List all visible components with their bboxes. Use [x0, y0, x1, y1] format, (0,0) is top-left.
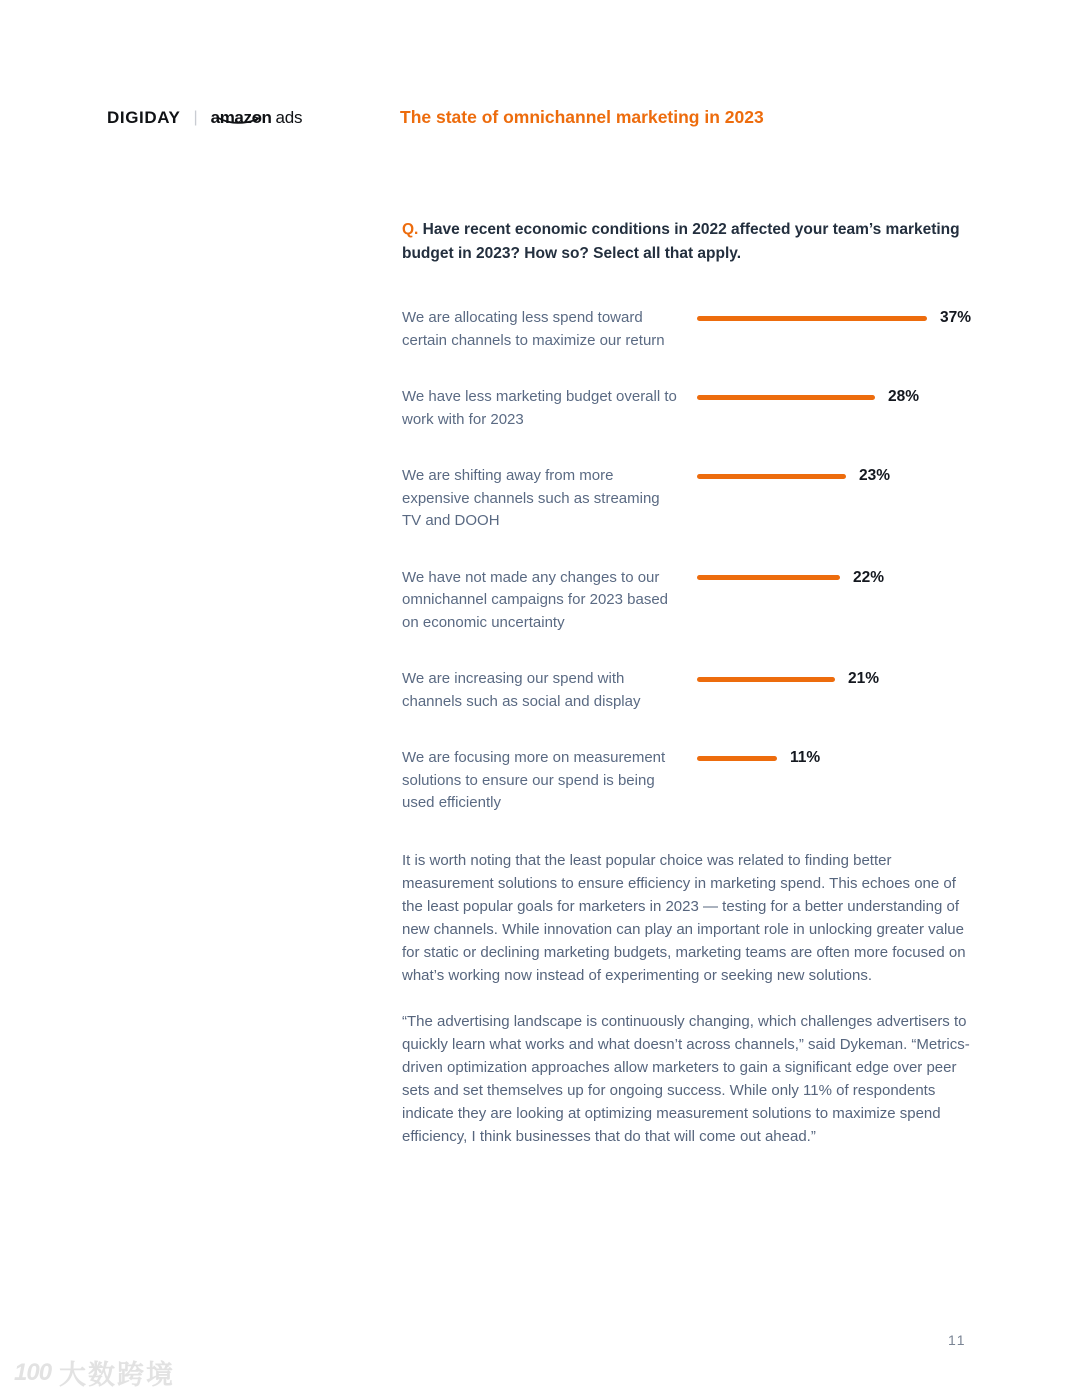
bar-area: [697, 668, 879, 690]
bar: [697, 474, 846, 479]
watermark: [14, 1353, 175, 1392]
bar-value-label: 23%: [859, 467, 891, 484]
watermark-text: 大数跨境: [59, 1360, 176, 1390]
digiday-logo: DIGIDAY: [107, 108, 181, 127]
chart-row: [402, 668, 972, 713]
page-title: The state of omnichannel marketing in 2023: [400, 107, 764, 127]
amazon-wordmark: amazon: [210, 108, 272, 127]
bar: [697, 395, 875, 400]
survey-question: [402, 218, 972, 266]
chart-category-label: We have not made any changes to our omnichannel campaigns for 2023 based on economic uncertainty: [402, 568, 669, 631]
page-number: 11: [948, 1332, 967, 1348]
amazon-ads-logo: [211, 108, 303, 128]
question-text: Have recent economic conditions in 2022 affected your team’s marketing budget in 2023? How so? Select all that apply.: [402, 221, 960, 262]
bar-area: [697, 747, 820, 769]
chart-category-label: We are allocating less spend toward certain channels to maximize our return: [402, 309, 665, 349]
bar-area: [697, 567, 884, 589]
bar-value-label: 21%: [848, 670, 880, 687]
question-prefix: Q.: [402, 221, 419, 238]
amazon-ads-suffix: ads: [275, 108, 303, 127]
body-paragraph: “The advertising landscape is continuously changing, which challenges advertisers to quickly learn what works and what doesn’t across channels,” said Dykeman. “Metrics-driven optimization approaches allow marketers to gain a significant edge over peer sets and set themselves up for ongoing success. While only 11% of respondents indicate they are looking at optimizing measurement solutions to maximize spend efficiency, I think businesses that do that will come out ahead.”: [402, 1012, 970, 1145]
body-paragraph: It is worth noting that the least popular choice was related to finding better measurement solutions to ensure efficiency in marketing spend. This echoes one of the least popular goals for marketers in 2023 — testing for a better understanding of new channels. While innovation can play an important role in unlocking greater value for static or declining marketing budgets, marketing teams are often more focused on what’s working now instead of experimenting or seeking new solutions.: [402, 851, 966, 984]
bar-value-label: 28%: [888, 388, 920, 405]
chart-row: [402, 386, 972, 431]
chart-row: [402, 567, 972, 635]
bar: [697, 575, 840, 580]
bar-chart: [402, 307, 972, 815]
chart-category-label: We have less marketing budget overall to work with for 2023: [402, 388, 677, 428]
body-copy: [402, 849, 972, 1148]
bar: [697, 756, 777, 761]
content-column: [402, 218, 972, 1171]
brand-lockup: [107, 106, 302, 130]
chart-category-label: We are increasing our spend with channels such as social and display: [402, 670, 641, 710]
bar: [697, 677, 835, 682]
amazon-smile-icon: [216, 114, 262, 132]
bar-value-label: 37%: [940, 309, 972, 326]
bar-area: [697, 465, 890, 487]
bar-value-label: 22%: [853, 568, 885, 586]
chart-row: [402, 747, 972, 815]
brand-separator: |: [193, 109, 198, 126]
bar-area: [697, 386, 919, 408]
bar-area: [697, 307, 971, 329]
chart-row: [402, 465, 972, 533]
bar: [697, 316, 927, 321]
bar-value-label: 11%: [790, 749, 821, 766]
watermark-logo: 100: [14, 1358, 52, 1386]
chart-category-label: We are focusing more on measurement solutions to ensure our spend is being used efficiently: [402, 749, 666, 811]
chart-category-label: We are shifting away from more expensive channels such as streaming TV and DOOH: [402, 467, 660, 529]
chart-row: [402, 307, 972, 352]
